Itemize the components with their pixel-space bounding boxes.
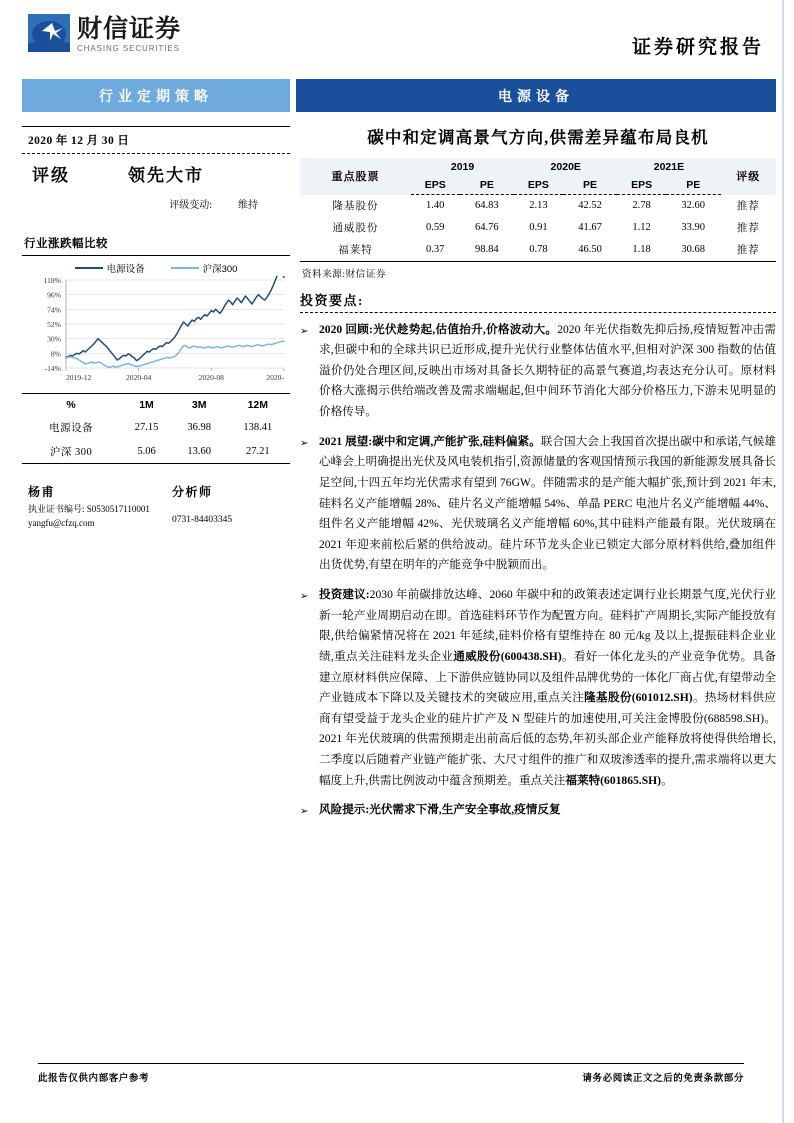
performance-table — [22, 394, 290, 463]
report-kind-title: 证券研究报告 — [631, 37, 764, 58]
bullet-lead: 2021 展望:碳中和定调,产能扩张,硅料偏紧。 — [319, 434, 541, 448]
stocks-sub-eps-2021e: EPS — [617, 176, 666, 195]
bullet-body: 2020 年光伏指数先抑后扬,疫情短暂冲击需求,但碳中和的全球共识已近形成,提升光伏行业整体估值水平,但相对沪深 300 指数的估值溢价仍处合理区间,反映出市场对具备长久期特征的高景气赛道,均表达充分认可。原材料价格大涨揭示供给端改善及需求端崛起,但中间环节消化大部分价格压力,下游未见明显的价格传导。 — [319, 322, 776, 418]
key-stocks-table-body — [300, 195, 776, 262]
table-row — [300, 239, 776, 262]
perf-col-2: 3M — [191, 398, 207, 411]
stock-row0-name: 隆基股份 — [332, 201, 379, 212]
stocks-year-2020e: 2020E — [514, 158, 617, 176]
perf-row1-name: 沪深 300 — [49, 446, 93, 458]
stock-row0-rating: 推荐 — [736, 201, 760, 212]
logo-swoosh-icon — [28, 14, 70, 56]
analyst-phone: 0731-84403345 — [172, 515, 233, 526]
performance-table-head — [22, 394, 290, 415]
rating-change-value: 维持 — [238, 200, 258, 211]
chart-plot-area — [22, 276, 290, 388]
table-source-note: 资料来源:财信证券 — [302, 269, 387, 280]
stocks-sub-pe-2019: PE — [460, 176, 515, 195]
banner-report-series-label: 行业定期策略 — [99, 89, 213, 105]
page-right-rule — [782, 0, 784, 1123]
legend-label-secondary: 沪深300 — [202, 264, 238, 275]
svg-text:30%: 30% — [47, 334, 61, 344]
stock-row2-rating: 推荐 — [721, 239, 776, 262]
bullet-arrow-icon: ➢ — [300, 437, 309, 449]
main-content — [300, 120, 776, 830]
stocks-sub-pe-2021e: PE — [666, 176, 721, 195]
bullet-risk-warning — [300, 800, 776, 821]
stock-row0-c2: 2.13 — [529, 200, 548, 212]
bullet-bold-stock-2: 隆基股份(601012.SH) — [584, 691, 693, 705]
bullet-arrow-icon: ➢ — [300, 325, 309, 337]
analyst-cert-label: 执业证书编号: — [28, 504, 85, 515]
stock-row2-c4: 1.18 — [617, 239, 666, 262]
logo-company-name-en: CHASING SECURITIES — [77, 44, 180, 54]
bullet-bold-stock-3: 福莱特(601865.SH) — [565, 773, 662, 787]
analyst-email[interactable]: yangfu@cfzq.com — [28, 517, 95, 528]
svg-text:96%: 96% — [47, 290, 61, 300]
bullet-arrow-icon: ➢ — [300, 806, 309, 818]
bullet-2020-review — [300, 320, 776, 423]
bullet-text — [319, 432, 776, 576]
svg-text:2019-12: 2019-12 — [66, 373, 92, 382]
legend-swatch-secondary — [171, 267, 199, 270]
stock-row0-c3: 42.52 — [578, 200, 602, 212]
bullet-text — [319, 320, 776, 423]
bullet-bold-stock-1: 通威股份(600438.SH) — [453, 649, 562, 663]
footer-left-note: 此报告仅供内部客户参考 — [38, 1074, 150, 1084]
analyst-name-row — [22, 484, 290, 501]
svg-text:2020-04: 2020-04 — [126, 373, 152, 382]
stock-row2-c0: 0.37 — [411, 239, 460, 262]
svg-text:8%: 8% — [50, 349, 61, 359]
analyst-name: 杨甫 — [28, 485, 56, 499]
analyst-cert-no: S0530517110001 — [86, 504, 150, 515]
page-title: 碳中和定调高景气方向,供需差异蕴布局良机 — [367, 128, 709, 147]
legend-item-secondary — [171, 261, 238, 275]
performance-table-body — [22, 415, 290, 463]
table-row — [300, 217, 776, 239]
stock-row1-c5: 33.90 — [681, 222, 706, 233]
perf-row0-name: 电源设备 — [49, 422, 94, 434]
svg-text:74%: 74% — [47, 305, 61, 315]
key-stocks-table-head — [300, 158, 776, 195]
stocks-year-2021e: 2021E — [617, 158, 720, 176]
bullet-investment-advice — [300, 585, 776, 791]
bullet-2021-outlook — [300, 432, 776, 576]
report-date: 2020 年 12 月 30 日 — [28, 135, 130, 147]
table-row-header — [22, 394, 290, 415]
stock-row1-c0: 0.59 — [426, 222, 445, 233]
analyst-role: 分析师 — [172, 485, 213, 499]
bullet-text — [319, 585, 776, 791]
legend-item-primary — [75, 261, 145, 275]
bullet-body: 2030 年前碳排放达峰、2060 年碳中和的政策表述定调行业长期景气度,光伏行业新一轮产业周期启动在即。首选硅料环节作为配置方向。硅料扩产周期长,实际产能投放有限,供给偏紧情况将在 2021 年延续,硅料价格有望维持在 80 元/kg 及以上,提振硅料企业业绩,重点关注硅料龙头企业 — [319, 588, 776, 663]
legend-swatch-primary — [75, 267, 103, 270]
rating-label: 评级 — [32, 166, 70, 185]
page-footer — [38, 1070, 744, 1084]
performance-chart — [22, 256, 290, 391]
investment-points-title: 投资要点: — [300, 292, 364, 308]
svg-text:118%: 118% — [43, 276, 61, 285]
svg-text:2020-: 2020- — [266, 373, 284, 382]
bullet-lead: 风险提示:光伏需求下滑,生产安全事故,疫情反复 — [319, 803, 561, 817]
bullet-body-3: 。热场材料供应商有望受益于龙头企业的硅片扩产及 N 型硅片的加速使用,可关注金博股份(688598.SH)。2021 年光伏玻璃的供需预期走出前高后低的态势,年初头部企业产能释放将使得供给增长,二季度以后随着产业链产能扩张、大尺寸组件的推广和双玻渗透率的提升,需求端将以更大幅度上升,供需比例波动中蕴含预期差。重点关注 — [319, 691, 776, 787]
table-row — [300, 195, 776, 217]
banner-industry — [296, 79, 776, 112]
footer-right-note: 请务必阅读正文之后的免责条款部分 — [582, 1074, 744, 1084]
analyst-block — [22, 464, 290, 530]
bullet-lead: 投资建议: — [319, 588, 370, 601]
perf-col-1: 1M — [139, 398, 154, 411]
company-logo — [28, 14, 181, 56]
analyst-cert-line — [28, 503, 172, 517]
perf-row1-12m: 27.21 — [245, 445, 270, 457]
table-row — [22, 415, 290, 439]
stock-row0-c1: 64.83 — [475, 200, 499, 212]
stocks-sub-eps-2020e: EPS — [514, 176, 563, 195]
svg-text:2020-08: 2020-08 — [198, 373, 224, 382]
perf-row0-1m: 27.15 — [134, 421, 159, 433]
stocks-sub-eps-2019: EPS — [411, 176, 460, 195]
chart-svg — [22, 276, 290, 388]
table-row-year-header — [300, 158, 776, 176]
logo-company-name-cn: 财信证券 — [77, 15, 182, 43]
chart-section-title: 行业涨跌幅比较 — [24, 238, 108, 250]
stock-row2-c5: 30.68 — [666, 239, 721, 262]
bullet-lead: 2020 回顾:光伏趁势起,估值抬升,价格波动大。 — [319, 322, 558, 336]
stock-row0-c4: 2.78 — [632, 200, 651, 212]
perf-col-0: % — [66, 398, 76, 411]
chart-legend — [22, 260, 290, 276]
divider-under-points-title — [300, 312, 776, 313]
page-header — [0, 0, 794, 75]
bullet-body-2: 。看好一体化龙头的产业竞争优势。具备建立原材料供应保障、上下游供应链协同以及组件品牌优势的一体化厂商占优,有望带动全产业链成本下降以及关键技术的突破应用,重点关注 — [319, 649, 776, 705]
table-row — [22, 439, 290, 463]
perf-col-3: 12M — [247, 398, 268, 411]
stock-row1-name: 通威股份 — [332, 223, 379, 234]
stock-row0-c5: 32.60 — [681, 200, 706, 212]
perf-row1-1m: 5.06 — [137, 445, 156, 457]
bullet-body: 联合国大会上我国首次提出碳中和承诺,气候雄心峰会上明确提出光伏及风电装机指引,资源储量的客观国情预示我国的新能源发展具备长足空间,十四五年均光伏需求有望到 76GW。伴随需求的是产能大幅扩张,预计到 2021 年末,硅料名义产能增幅 28%、硅片名义产能增幅 54%、单晶 PERC 电池片名义产能增幅 44%、组件名义产能增幅 42%、光伏玻璃名义产能增幅 60%,其中硅料产能最有限。光伏玻璃在 2021 年迎来前松后紧的供给波动。硅片环节龙头企业已锁定大部分原材料供给,叠加组件出货优势,有望在明年的产能竞争中脱颖而出。 — [319, 434, 776, 572]
stock-row1-c4: 1.12 — [632, 222, 651, 233]
rating-block — [22, 154, 290, 190]
stock-row1-c3: 41.67 — [578, 222, 602, 233]
stock-row2-c1: 98.84 — [460, 239, 515, 262]
stocks-col-name-header: 重点股票 — [300, 158, 411, 195]
perf-row0-12m: 138.41 — [243, 421, 273, 433]
left-sidebar — [22, 126, 290, 530]
stock-row1-c1: 64.76 — [475, 222, 499, 233]
footer-divider — [38, 1063, 744, 1064]
analyst-details — [22, 503, 290, 530]
perf-row0-3m: 36.98 — [187, 421, 212, 433]
rating-change-label: 评级变动: — [169, 200, 212, 211]
bullet-text — [319, 800, 776, 821]
key-stocks-table — [300, 158, 776, 262]
stock-row2-c3: 46.50 — [563, 239, 618, 262]
analyst-contact-left — [22, 503, 172, 530]
svg-text:52%: 52% — [47, 320, 61, 329]
stocks-sub-pe-2020e: PE — [563, 176, 618, 195]
svg-text:-14%: -14% — [44, 364, 61, 373]
stock-row2-c2: 0.78 — [514, 239, 563, 262]
perf-row1-3m: 13.60 — [187, 445, 212, 457]
legend-label-primary: 电源设备 — [106, 264, 145, 275]
bullet-body-4: 。 — [661, 773, 673, 787]
bullet-arrow-icon: ➢ — [300, 591, 309, 602]
stock-row1-rating: 推荐 — [736, 223, 760, 234]
banner-report-series — [22, 79, 290, 112]
stocks-col-rating-header: 评级 — [721, 158, 776, 195]
stock-row2-name: 福莱特 — [300, 239, 411, 262]
banner-industry-label: 电源设备 — [498, 89, 574, 105]
stock-row1-c2: 0.91 — [529, 222, 548, 233]
rating-value: 领先大市 — [128, 166, 204, 185]
stocks-year-2019: 2019 — [411, 158, 514, 176]
rating-change-block — [22, 190, 290, 221]
stock-row0-c0: 1.40 — [426, 200, 445, 212]
